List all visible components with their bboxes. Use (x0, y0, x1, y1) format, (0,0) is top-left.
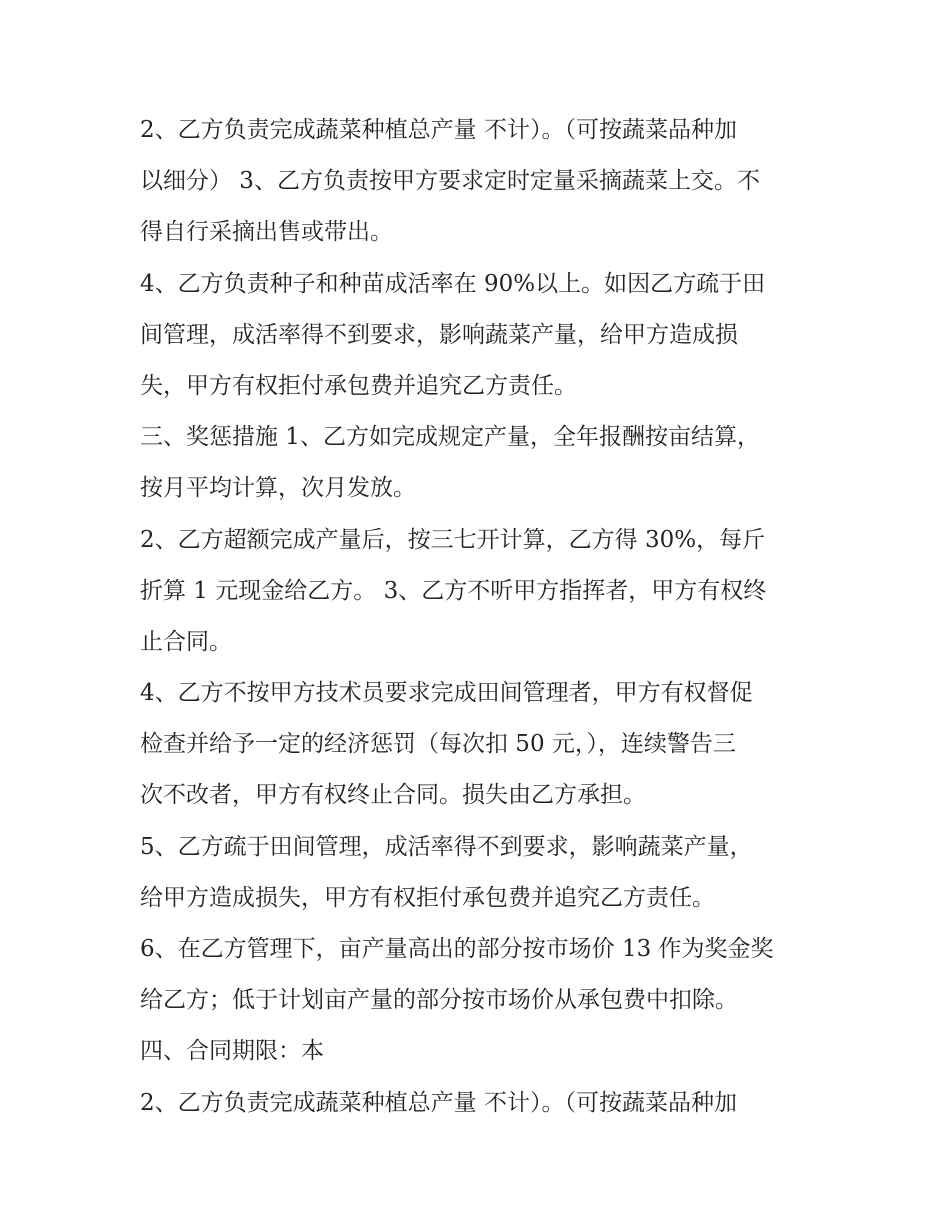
text-line: 4、乙方负责种子和种苗成活率在 90%以上。如因乙方疏于田 (140, 270, 766, 297)
text-line: 4、乙方不按甲方技术员要求完成田间管理者，甲方有权督促 (140, 680, 753, 707)
text-line: 间管理，成活率得不到要求，影响蔬菜产量，给甲方造成损 (140, 321, 738, 348)
text-line: 2、乙方负责完成蔬菜种植总产量 不计）。（可按蔬菜品种加 (140, 117, 737, 143)
text-line: 检查并给予一定的经济惩罚（每次扣 50 元，），连续警告三 (140, 731, 736, 758)
text-line: 给甲方造成损失，甲方有权拒付承包费并追究乙方责任。 (140, 884, 715, 911)
text-line: 三、奖惩措施 1、乙方如完成规定产量，全年报酬按亩结算， (140, 424, 760, 451)
text-line: 次不改者，甲方有权终止合同。损失由乙方承担。 (140, 782, 646, 809)
text-line: 止合同。 (140, 628, 232, 655)
text-line: 折算 1 元现金给乙方。 3、乙方不听甲方指挥者，甲方有权终 (140, 577, 767, 604)
text-line: 给乙方；低于计划亩产量的部分按市场价从承包费中扣除。 (140, 987, 738, 1014)
text-line: 5、乙方疏于田间管理，成活率得不到要求，影响蔬菜产量， (140, 833, 753, 860)
text-line: 2、乙方超额完成产量后，按三七开计算，乙方得 30%，每斤 (140, 526, 766, 553)
text-line: 以细分） 3、乙方负责按甲方要求定时定量采摘蔬菜上交。不 (140, 168, 760, 195)
text-line: 得自行采摘出售或带出。 (140, 219, 393, 246)
contract-text-body (140, 105, 810, 1129)
text-line: 2、乙方负责完成蔬菜种植总产量 不计）。（可按蔬菜品种加 (140, 1089, 737, 1116)
text-line: 失，甲方有权拒付承包费并追究乙方责任。 (140, 372, 577, 399)
text-line: 四、合同期限：本 (140, 1038, 324, 1065)
text-line: 6、在乙方管理下，亩产量高出的部分按市场价 13 作为奖金奖 (140, 936, 774, 962)
text-line: 按月平均计算，次月发放。 (140, 475, 416, 502)
